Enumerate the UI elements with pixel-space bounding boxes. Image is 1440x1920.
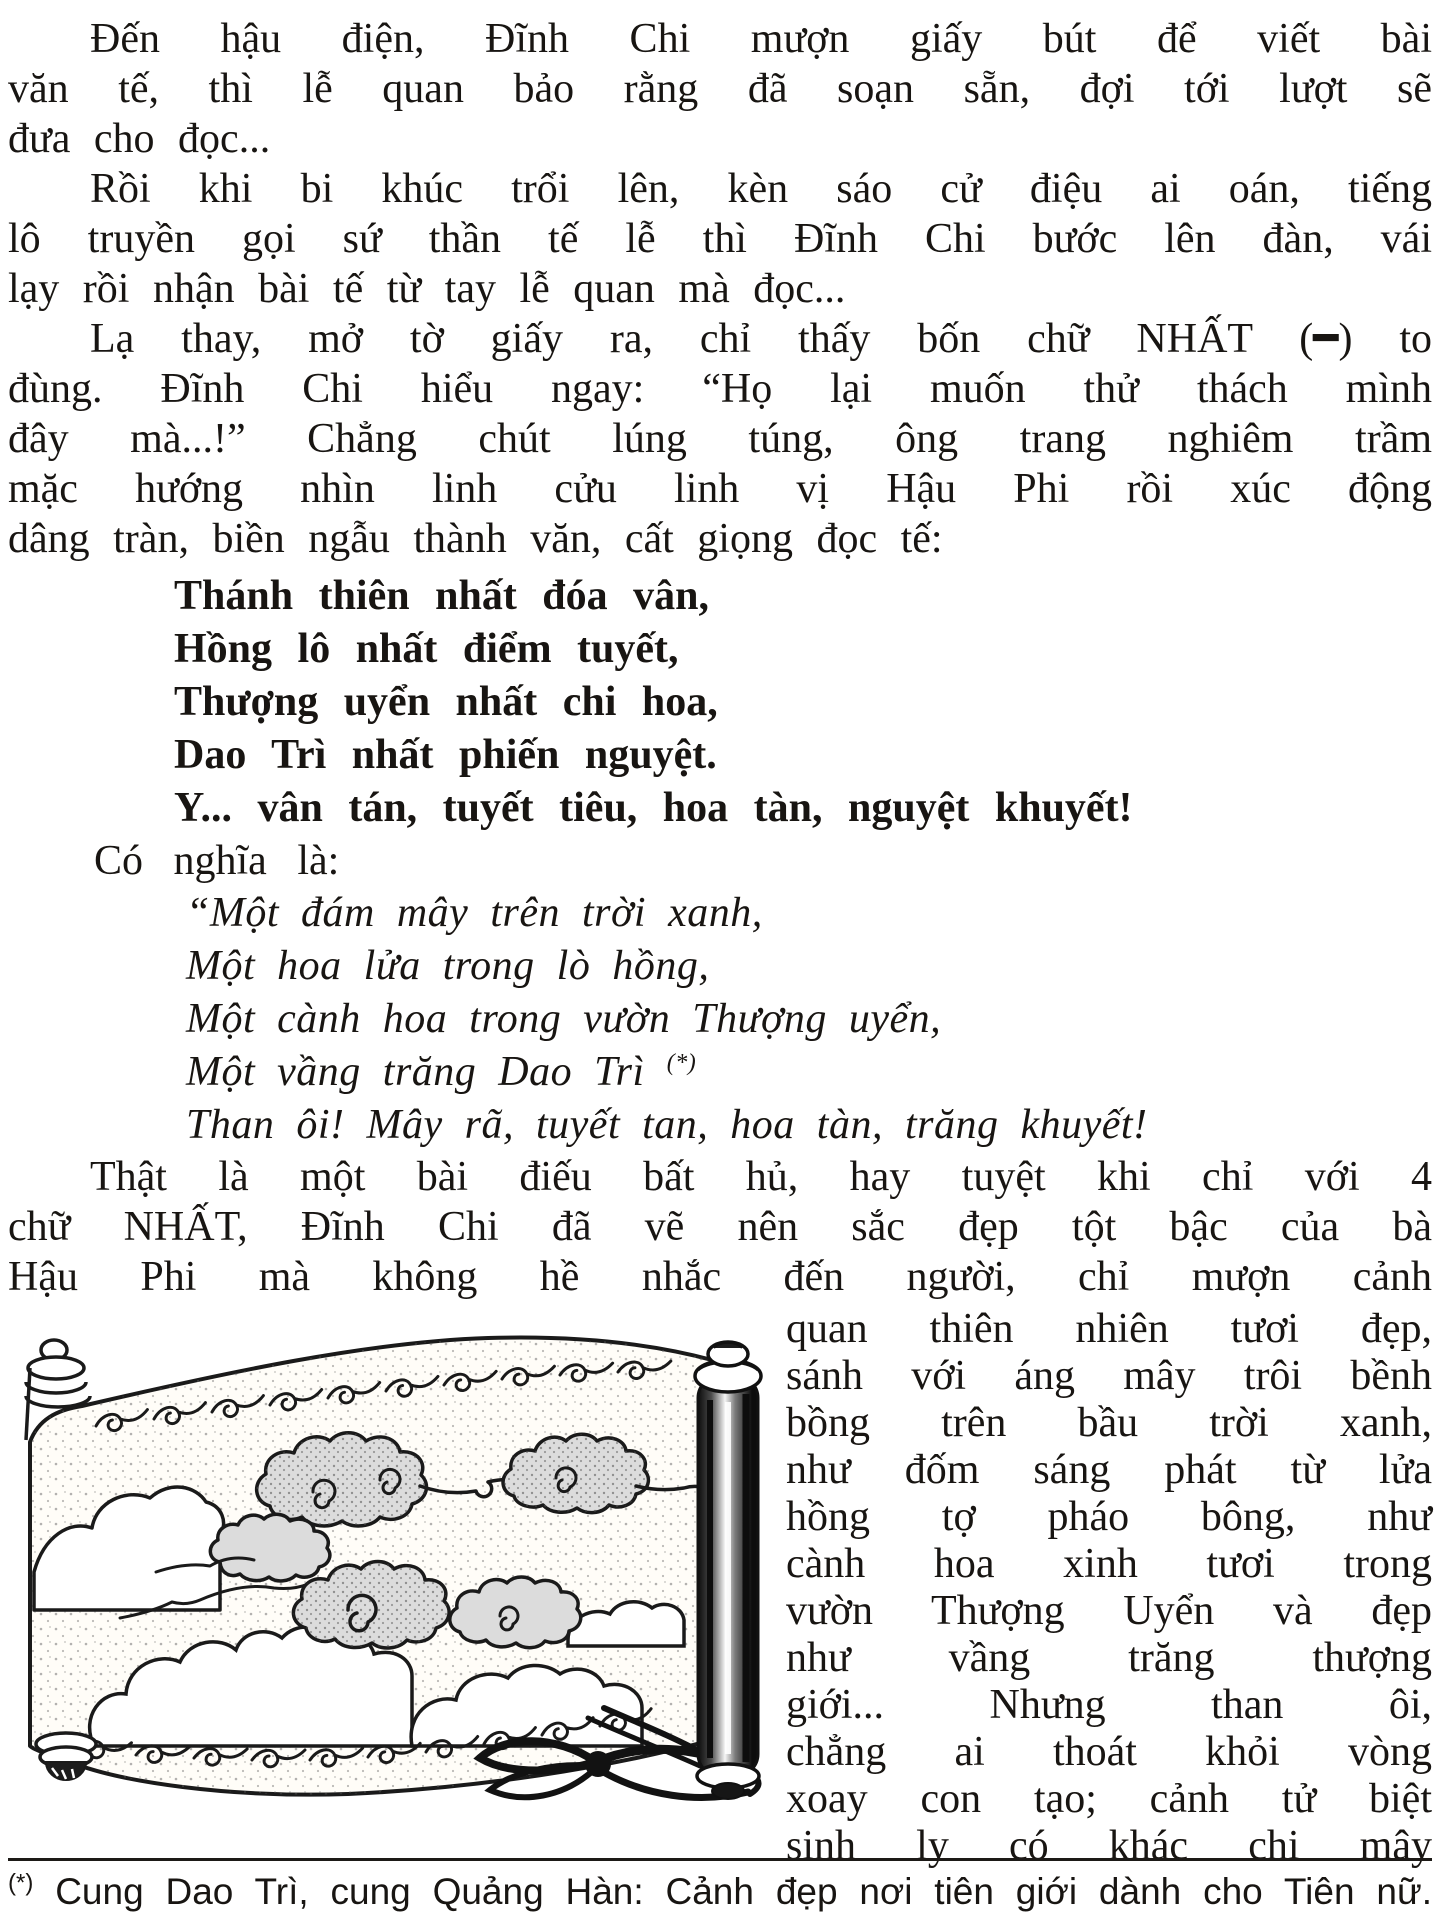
text-line: như đốm sáng phát từ lửa <box>786 1447 1432 1493</box>
scroll-left-knob-bottom <box>36 1733 96 1780</box>
text-line: cành hoa xinh tươi trong <box>786 1541 1432 1587</box>
paragraph <box>8 164 1432 314</box>
verse-line: Một cành hoa trong vườn Thượng uyển, <box>186 996 942 1042</box>
verse-line <box>8 1046 1432 1099</box>
text-line: văn tế, thì lễ quan bảo rằng đã soạn sẵn, đợi tới lượt sẽ <box>8 66 1432 112</box>
verse-italic-block <box>8 887 1432 1152</box>
verse-line: Thánh thiên nhất đóa vân, <box>174 573 710 619</box>
text-line: bồng trên bầu trời xanh, <box>786 1400 1432 1446</box>
text-line: dâng tràn, biền ngẫu thành văn, cất giọng đọc tế: <box>8 516 943 562</box>
verse-line: Dao Trì nhất phiến nguyệt. <box>174 732 717 778</box>
text-line: sánh với áng mây trôi bềnh <box>786 1353 1432 1399</box>
text-line: lạy rồi nhận bài tế từ tay lễ quan mà đọc... <box>8 266 846 312</box>
text-line: lô truyền gọi sứ thần tế lễ thì Đĩnh Chi bước lên đàn, vái <box>8 216 1432 262</box>
footnote-text: Cung Dao Trì, cung Quảng Hàn: Cảnh đẹp nơi tiên giới dành cho Tiên nữ. <box>55 1871 1432 1912</box>
text-line: mặc hướng nhìn linh cửu linh vị Hậu Phi rồi xúc động <box>8 466 1432 512</box>
text-line: Hậu Phi mà không hề nhắc đến người, chỉ mượn cảnh <box>8 1254 1432 1300</box>
text-line: Rồi khi bi khúc trổi lên, kèn sáo cử điệu ai oán, tiếng <box>90 166 1432 212</box>
right-text-column <box>786 1304 1432 1870</box>
verse-line: Than ôi! Mây rã, tuyết tan, hoa tàn, trăng khuyết! <box>186 1102 1148 1148</box>
scroll-illustration <box>8 1304 786 1870</box>
scroll-roller-right <box>695 1342 761 1799</box>
text-line: giới... Nhưng than ôi, <box>786 1682 1432 1728</box>
verse-bold-block <box>8 570 1432 835</box>
text-line: sinh ly có khác chi mây <box>786 1823 1432 1869</box>
scroll-drawing-svg <box>8 1310 780 1866</box>
paragraph <box>8 14 1432 164</box>
text-line: đây mà...!” Chẳng chút lúng túng, ông trang nghiêm trầm <box>8 416 1432 462</box>
text-line: chữ NHẤT, Đĩnh Chi đã vẽ nên sắc đẹp tột bậc của bà <box>8 1204 1432 1250</box>
text-line: vườn Thượng Uyển và đẹp <box>786 1588 1432 1634</box>
text-line: Lạ thay, mở tờ giấy ra, chỉ thấy bốn chữ NHẤT (━) to <box>90 316 1432 362</box>
verse-text: Một vầng trăng Dao Trì <box>186 1049 645 1095</box>
verse-line: “Một đám mây trên trời xanh, <box>186 890 763 936</box>
verse-line: Y... vân tán, tuyết tiêu, hoa tàn, nguyệt khuyết! <box>174 785 1133 831</box>
text-line: như vầng trăng thượng <box>786 1635 1432 1681</box>
text-line: xoay con tạo; cảnh tử biệt <box>786 1776 1432 1822</box>
text-line: Thật là một bài điếu bất hủ, hay tuyệt khi chỉ với 4 <box>90 1154 1432 1200</box>
text-line: hồng tợ pháo bông, như <box>786 1494 1432 1540</box>
paragraph <box>8 314 1432 564</box>
text-line: đùng. Đĩnh Chi hiểu ngay: “Họ lại muốn thử thách mình <box>8 366 1432 412</box>
footnote-reference: (*) <box>666 1050 697 1076</box>
text-line: Đến hậu điện, Đĩnh Chi mượn giấy bút để viết bài <box>90 16 1432 62</box>
footnote <box>8 1858 1432 1914</box>
text-line: chẳng ai thoát khỏi vòng <box>786 1729 1432 1775</box>
verse-line: Một hoa lửa trong lò hồng, <box>186 943 710 989</box>
text-line: đưa cho đọc... <box>8 116 271 162</box>
verse-line: Thượng uyển nhất chi hoa, <box>174 679 718 725</box>
connector-line: Có nghĩa là: <box>94 838 340 884</box>
verse-line: Hồng lô nhất điểm tuyết, <box>174 626 679 672</box>
text-line: quan thiên nhiên tươi đẹp, <box>786 1306 1432 1352</box>
paragraph <box>8 1152 1432 1302</box>
bottom-section <box>8 1304 1432 1870</box>
footnote-marker: (*) <box>8 1869 34 1897</box>
